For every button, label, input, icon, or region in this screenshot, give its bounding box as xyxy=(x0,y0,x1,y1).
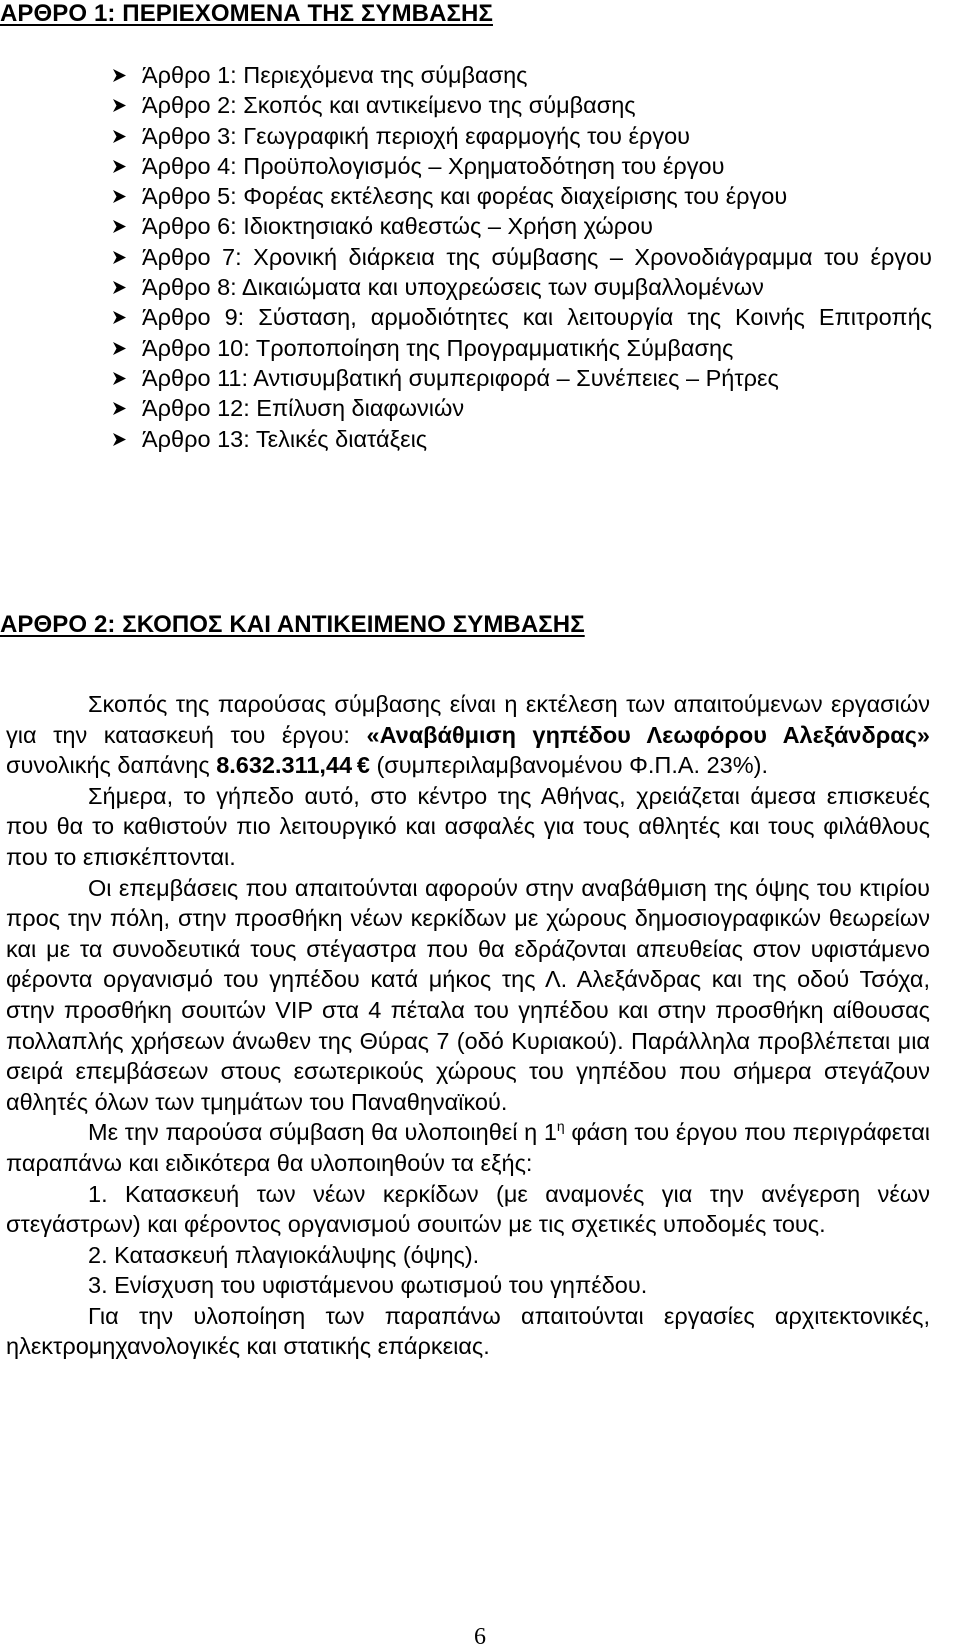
article-2-body xyxy=(6,689,930,1362)
work-item-3: 3. Ενίσχυση του υφιστάμενου φωτισμού του γηπέδου. xyxy=(88,1272,648,1299)
contents-item-label: Άρθρο 7: Χρονική διάρκεια της σύμβασης – Χρονοδιάγραμμα του έργου xyxy=(142,243,932,270)
contents-item xyxy=(112,211,932,241)
contents-item-label: Άρθρο 13: Τελικές διατάξεις xyxy=(142,425,428,452)
contents-item xyxy=(112,393,932,423)
contents-item-label: Άρθρο 9: Σύσταση, αρμοδιότητες και λειτουργία της Κοινής Επιτροπής xyxy=(142,304,932,331)
contents-item-label: Άρθρο 4: Προϋπολογισμός – Χρηματοδότηση του έργου xyxy=(142,152,725,179)
vat-note: (συμπεριλαμβανομένου Φ.Π.Α. 23%). xyxy=(376,752,768,779)
contents-item-label: Άρθρο 2: Σκοπός και αντικείμενο της σύμβασης xyxy=(142,92,636,119)
arrowhead-bullet-icon xyxy=(112,159,127,174)
contents-item xyxy=(112,151,932,181)
arrowhead-bullet-icon xyxy=(112,250,127,265)
contents-item xyxy=(112,242,932,272)
arrowhead-bullet-icon xyxy=(112,68,127,83)
euro-icon: € xyxy=(356,752,370,779)
phase-paragraph: Με την παρούσα σύμβαση θα υλοποιηθεί η $1^\eta$ φάση του έργου που περιγράφεται παραπάνω και ειδικότερα θα υλοποιηθούν τα εξής: xyxy=(6,1118,930,1176)
contents-item xyxy=(112,60,932,90)
arrowhead-bullet-icon xyxy=(112,189,127,204)
arrowhead-bullet-icon xyxy=(112,432,127,447)
contents-item xyxy=(112,181,932,211)
contents-item xyxy=(112,363,932,393)
interventions-paragraph: Οι επεμβάσεις που απαιτούνται αφορούν στην αναβάθμιση της όψης του κτιρίου προς την πόλη, στην προσθήκη νέων κερκίδων με χώρους δημοσιογραφικών θεωρείων και με τα συνοδευτικά τους στέγαστρα που θα εδράζονται απευθείας στον υφιστάμενο φέροντα οργανισμό του γηπέδου κατά μήκος της Λ. Αλεξάνδρας και της οδού Τσόχα, στην προσθήκη σουιτών VIP στα 4 πέταλα του γηπέδου και στην προσθήκη αίθουσας πολλαπλής χρήσεων άνωθεν της Θύρας 7 (οδό Κυριακού). Παράλληλα προβλέπεται μια σειρά επεμβάσεων στους εσωτερικούς χώρους του γηπέδου που σήμερα στεγάζουν αθλητές όλων των τμημάτων του Παναθηναϊκού. xyxy=(6,874,930,1115)
contents-item-label: Άρθρο 3: Γεωγραφική περιοχή εφαρμογής του έργου xyxy=(142,122,691,149)
arrowhead-bullet-icon xyxy=(112,371,127,386)
purpose-paragraph xyxy=(6,689,930,781)
work-item-1: 1. Κατασκευή των νέων κερκίδων (με αναμονές για την ανέγερση νέων στεγάστρων) και φέροντος οργανισμού σουιτών με τις σχετικές υποδομές τους. xyxy=(6,1180,930,1238)
contents-item xyxy=(112,424,932,454)
contents-list xyxy=(112,60,932,454)
arrowhead-bullet-icon xyxy=(112,280,127,295)
arrowhead-bullet-icon xyxy=(112,98,127,113)
arrowhead-bullet-icon xyxy=(112,341,127,356)
contents-item xyxy=(112,90,932,120)
arrowhead-bullet-icon xyxy=(112,401,127,416)
contents-item-label: Άρθρο 11: Αντισυμβατική συμπεριφορά – Συνέπειες – Ρήτρες xyxy=(142,364,779,391)
page-number: 6 xyxy=(474,1624,486,1650)
contents-item xyxy=(112,302,932,332)
project-name: «Αναβάθμιση γηπέδου Λεωφόρου Αλεξάνδρας» xyxy=(366,721,931,748)
contents-item-label: Άρθρο 5: Φορέας εκτέλεσης και φορέας διαχείρισης του έργου xyxy=(142,183,788,210)
arrowhead-bullet-icon xyxy=(112,310,127,325)
current-state-paragraph: Σήμερα, το γήπεδο αυτό, στο κέντρο της Αθήνας, χρειάζεται άμεσα επισκευές που θα το καθιστούν πιο λειτουργικό και ασφαλές για τους αθλητές και τους φιλάθλους που το επισκέπτονται. xyxy=(6,782,930,870)
required-works-paragraph: Για την υλοποίηση των παραπάνω απαιτούνται εργασίες αρχιτεκτονικές, ηλεκτρομηχανολογικές και στατικής επάρκειας. xyxy=(6,1302,930,1360)
contents-item xyxy=(112,121,932,151)
contents-item xyxy=(112,272,932,302)
arrowhead-bullet-icon xyxy=(112,129,127,144)
arrowhead-bullet-icon xyxy=(112,219,127,234)
total-amount: 8.632.311,44 € xyxy=(216,752,370,779)
contents-item-label: Άρθρο 8: Δικαιώματα και υποχρεώσεις των συμβαλλομένων xyxy=(142,274,764,301)
contents-item xyxy=(112,333,932,363)
article-2-heading: ΑΡΘΡΟ 2: ΣΚΟΠΟΣ ΚΑΙ ΑΝΤΙΚΕΙΜΕΝΟ ΣΥΜΒΑΣΗΣ xyxy=(0,611,585,638)
cost-label: συνολικής δαπάνης xyxy=(6,752,210,779)
contents-item-label: Άρθρο 10: Τροποποίηση της Προγραμματικής Σύμβασης xyxy=(142,334,734,361)
ordinal-superscript: η xyxy=(556,1118,565,1135)
contents-item-label: Άρθρο 12: Επίλυση διαφωνιών xyxy=(142,395,465,422)
contents-item-label: Άρθρο 6: Ιδιοκτησιακό καθεστώς – Χρήση χώρου xyxy=(142,213,653,240)
purpose-text: Σκοπός της παρούσας σύμβασης είναι η εκτέλεση των απαιτούμενων εργασιών για την κατασκευή του έργου: xyxy=(6,691,930,748)
work-item-2: 2. Κατασκευή πλαγιοκάλυψης (όψης). xyxy=(88,1241,480,1268)
contents-item-label: Άρθρο 1: Περιεχόμενα της σύμβασης xyxy=(142,62,528,88)
article-1-heading: ΑΡΘΡΟ 1: ΠΕΡΙΕΧΟΜΕΝΑ ΤΗΣ ΣΥΜΒΑΣΗΣ xyxy=(0,0,493,27)
